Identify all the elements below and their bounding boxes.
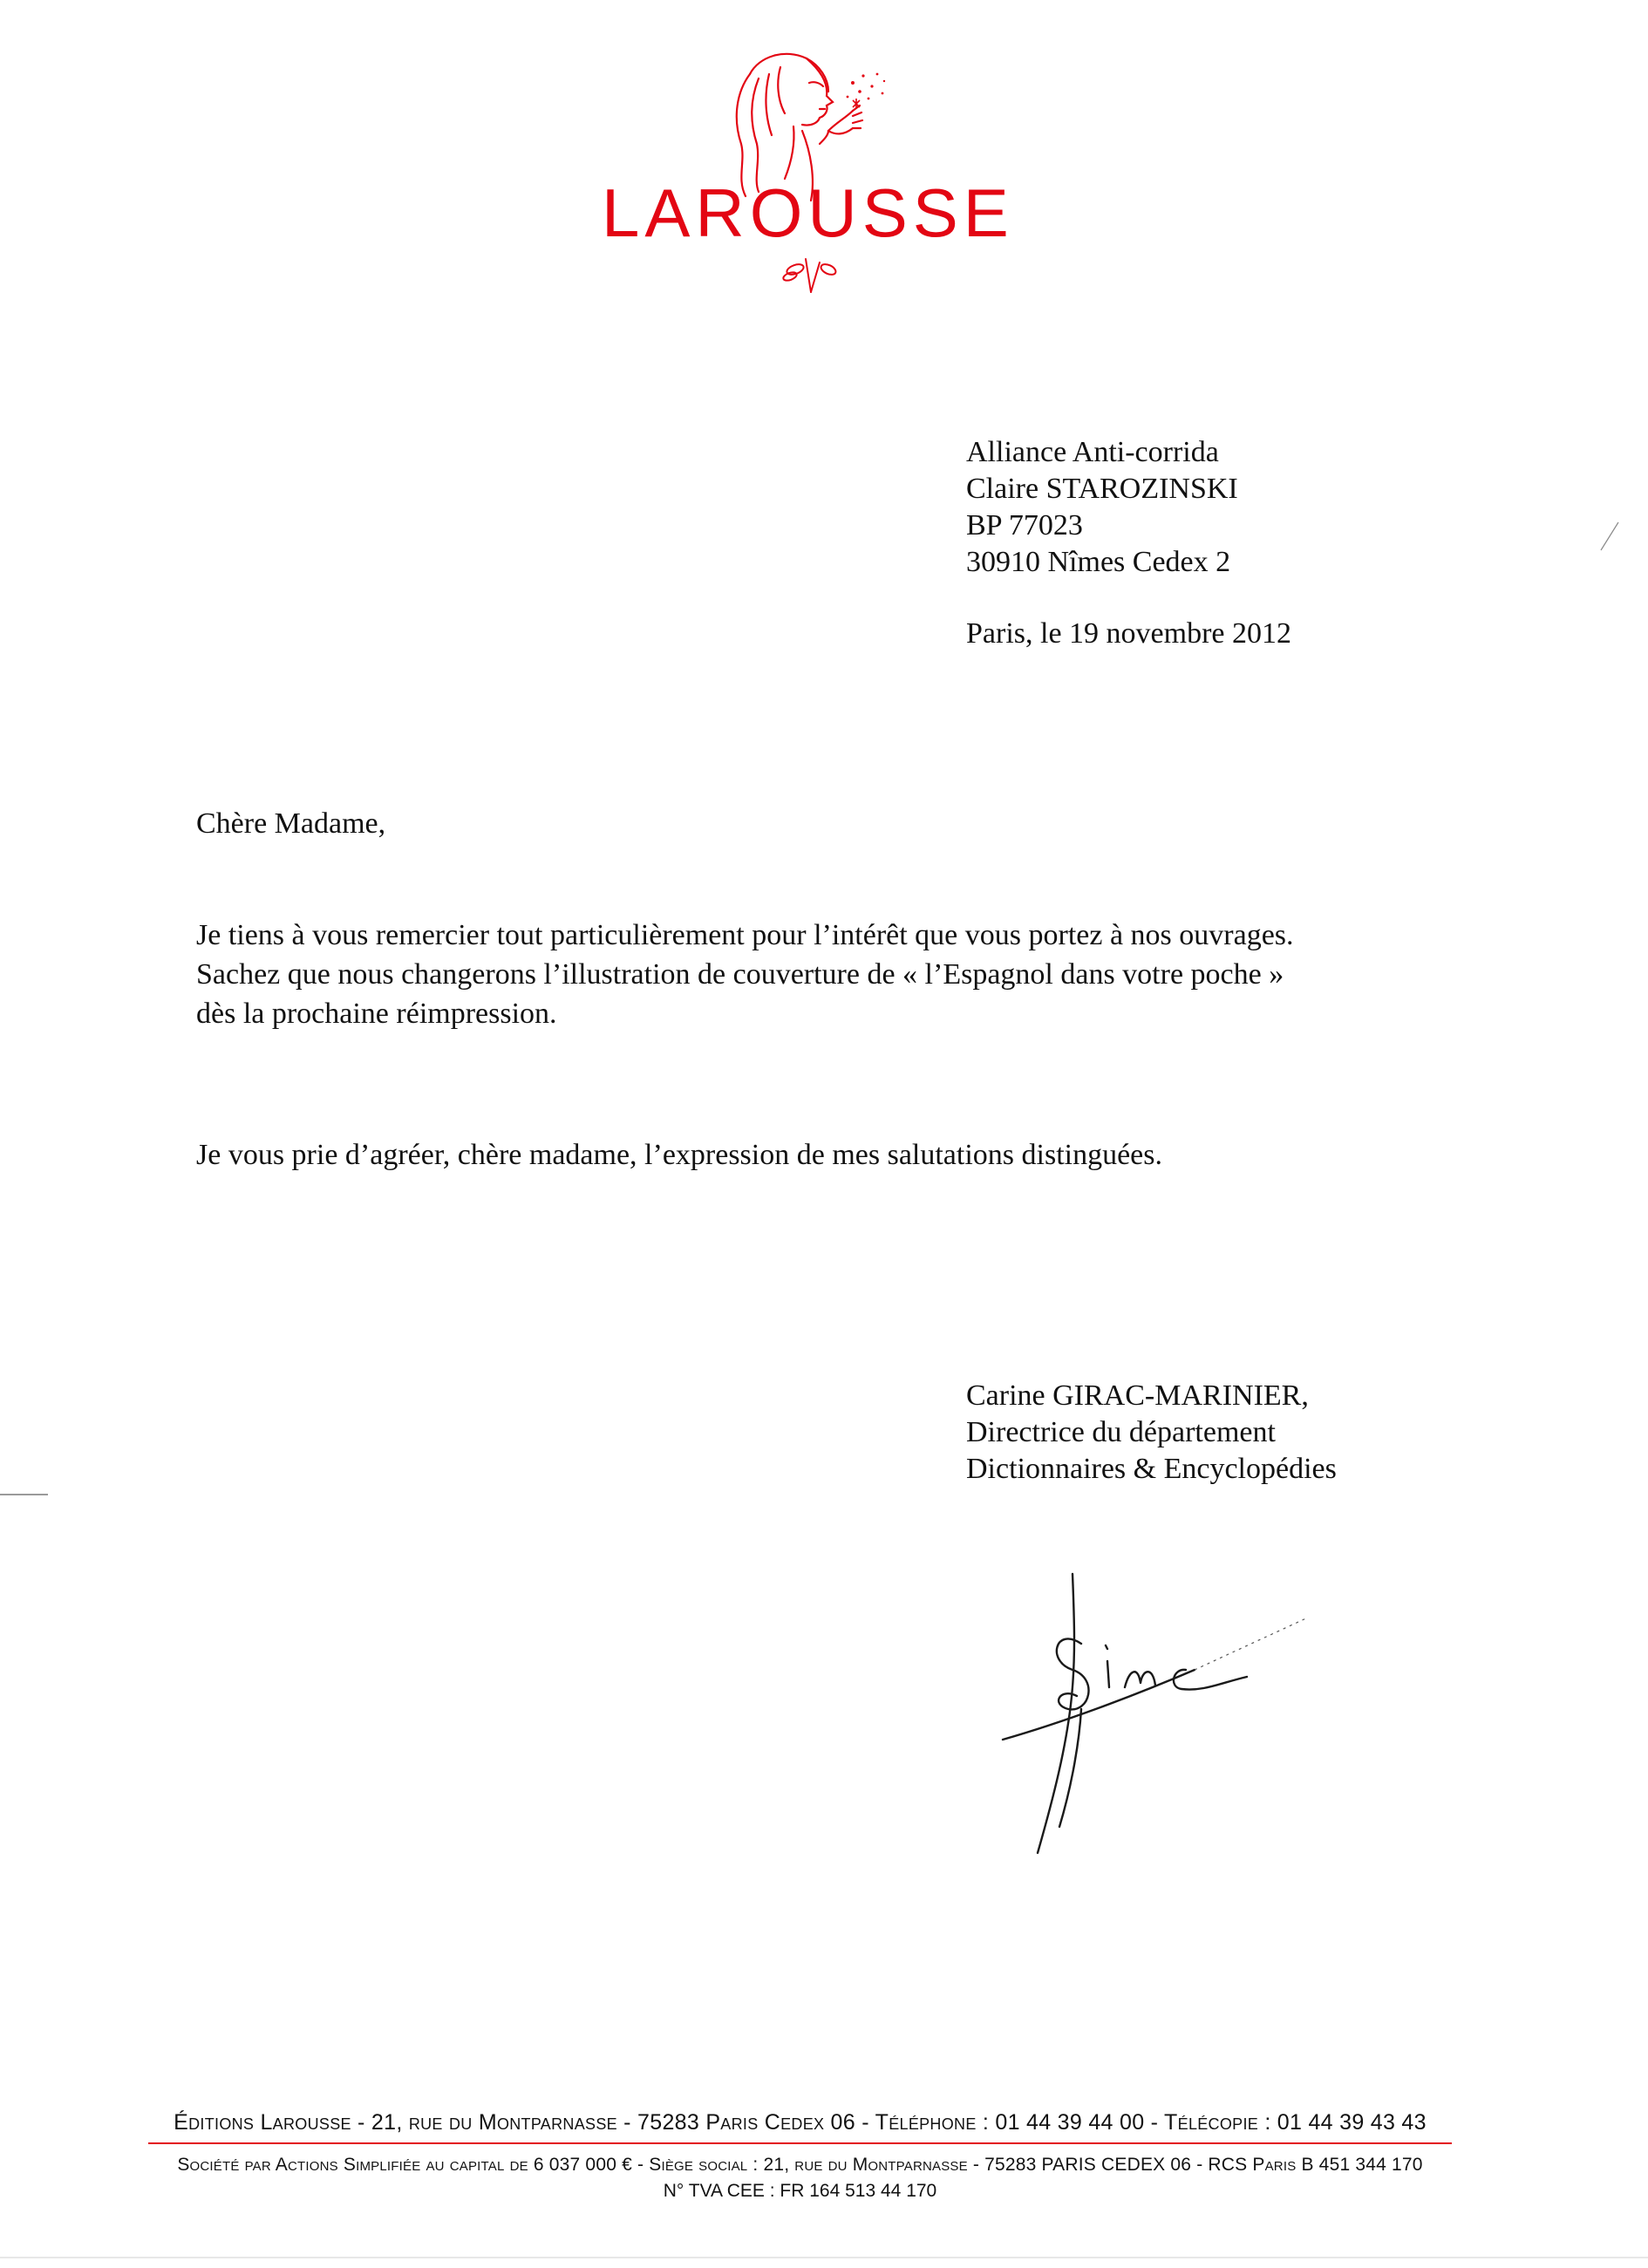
brand-wordmark: LAROUSSE bbox=[602, 174, 1014, 251]
body-paragraph bbox=[196, 916, 1434, 1033]
recipient-organization: Alliance Anti-corrida bbox=[966, 436, 1219, 468]
scan-artifact bbox=[1596, 519, 1622, 554]
signatory-title: Directrice du département bbox=[966, 1416, 1276, 1448]
recipient-po-box: BP 77023 bbox=[966, 509, 1083, 541]
salutation: Chère Madame, bbox=[196, 807, 386, 840]
letterhead-footer bbox=[148, 2110, 1452, 2202]
scan-artifact bbox=[0, 1494, 48, 1495]
scan-edge bbox=[0, 2257, 1648, 2258]
body-line: dès la prochaine réimpression. bbox=[196, 998, 557, 1030]
recipient-address bbox=[966, 434, 1238, 581]
signatory-name: Carine GIRAC-MARINIER, bbox=[966, 1379, 1309, 1412]
wheat-sprig-icon bbox=[776, 250, 846, 294]
footer-legal-line: Société par Actions Simplifiée au capital de 6 037 000 € - Siège social : 21, rue du Montparnasse - 75283 PARIS CEDEX 06 - RCS Paris B 451 344 170 bbox=[177, 2155, 1423, 2175]
recipient-city: 30910 Nîmes Cedex 2 bbox=[966, 546, 1231, 578]
larousse-logo bbox=[602, 48, 1014, 296]
recipient-name: Claire STAROZINSKI bbox=[966, 473, 1238, 505]
signatory-department: Dictionnaires & Encyclopédies bbox=[966, 1453, 1337, 1485]
closing-formula: Je vous prie d’agréer, chère madame, l’expression de mes salutations distinguées. bbox=[196, 1139, 1163, 1171]
date-line: Paris, le 19 novembre 2012 bbox=[966, 617, 1291, 650]
body-line: Je tiens à vous remercier tout particulièrement pour l’intérêt que vous portez à nos ouvrages. bbox=[196, 919, 1294, 951]
footer-contact-line: Éditions Larousse - 21, rue du Montparnasse - 75283 Paris Cedex 06 - Téléphone : 01 44 39 44 00 - Télécopie : 01 44 39 43 43 bbox=[174, 2110, 1427, 2135]
footer-vat-line: N° TVA CEE : FR 164 513 44 170 bbox=[663, 2181, 937, 2201]
footer-divider bbox=[148, 2142, 1452, 2144]
body-line: Sachez que nous changerons l’illustration de couverture de « l’Espagnol dans votre poche » bbox=[196, 958, 1284, 991]
handwritten-signature bbox=[985, 1565, 1317, 1888]
signatory-block bbox=[966, 1378, 1337, 1488]
